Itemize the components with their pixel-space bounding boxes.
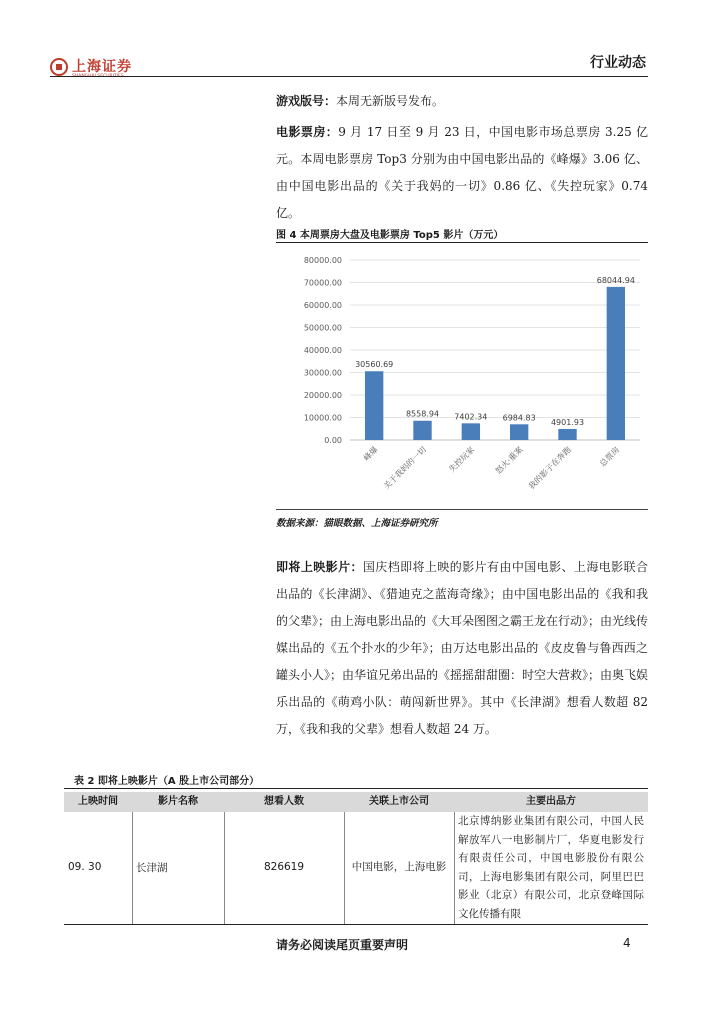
chart-y-tick-label: 0.00 [324,436,342,445]
logo-chinese-name: 上海证券 [72,59,132,75]
chart-data-label: 6984.83 [502,413,536,423]
chart-bar [510,424,528,440]
section-title: 行业动态 [590,55,646,71]
table-cell-count: 826619 [263,861,305,873]
table-column-divider [132,812,133,924]
logo-emblem-icon [50,58,68,76]
page-number: 4 [623,936,631,950]
table-header-company: 关联上市公司 [344,792,454,812]
chart-data-label: 4901.93 [550,417,585,427]
chart-bar [558,429,576,440]
table-header-film: 影片名称 [132,792,224,812]
chart-data-label: 30560.69 [355,360,394,370]
header-divider [50,76,648,77]
table-column-divider [224,812,225,924]
table-title: 表 2 即将上映影片（A 股上市公司部分） [74,776,260,787]
box-office-paragraph [276,119,648,227]
box-office-bar-chart [276,246,648,508]
chart-data-label: 8558.94 [405,409,440,419]
chart-bar [413,421,431,440]
chart-y-tick-label: 60000.00 [303,301,342,310]
game-license-label: 游戏版号： [276,94,337,108]
footer-divider [64,924,648,925]
figure-bottom-rule [276,509,648,510]
table-header-date: 上映时间 [64,792,132,812]
table-cell-company: 中国电影，上海电影 [351,861,447,873]
chart-category-label: 总票房 [597,445,622,469]
upcoming-text: 国庆档即将上映的影片有由中国电影、上海电影联合出品的《长津湖》、《猎迪克之蓝海奇缘》；由中国电影出品的《我和我的父辈》；由上海电影出品的《大耳朵图图之霸王龙在行动》；由光线传媒出品的《五个扑水的少年》；由万达电影出品的《皮皮鲁与鲁西西之罐头小人》；由华谊兄弟出品的《摇摇甜甜圈：时空大营救》；由奥飞娱乐出品的《萌鸡小队：萌闯新世界》。其中《长津湖》想看人数超 82 万，《我和我的父辈》想看人数超 24 万。 [276,560,649,736]
chart-category-label: 失控玩家 [447,445,477,475]
chart-y-tick-label: 40000.00 [303,346,342,355]
logo-english-name: SHANGHAI SECURITIES [72,74,124,79]
table-header-producers: 主要出品方 [454,792,648,812]
table-cell-film: 长津湖 [136,861,168,874]
chart-bar [365,371,383,440]
table-cell-producers: 北京博纳影业集团有限公司，中国人民解放军八一电影制片厂，华夏电影发行有限责任公司，中国电影股份有限公司，上海电影集团有限公司，阿里巴巴影业（北京）有限公司，北京登峰国际文化传播有限 [458,815,644,920]
chart-data-label: 7402.34 [454,412,488,422]
chart-y-tick-label: 50000.00 [303,323,342,333]
chart-category-label: 怒火·重案 [493,445,525,476]
box-office-label: 电影票房： [276,125,339,139]
chart-y-tick-label: 80000.00 [303,256,342,265]
company-logo [50,56,142,82]
chart-y-tick-label: 10000.00 [303,413,342,423]
chart-y-tick-label: 70000.00 [303,278,342,288]
chart-category-label: 我的影子在奔跑 [526,445,573,492]
chart-category-label: 峰爆 [361,445,380,463]
table-cell-date: 09. 30 [68,861,102,873]
chart-category-label: 关于我妈的一切 [381,445,428,492]
figure-title: 图 4 本周票房大盘及电影票房 Top5 影片（万元） [276,230,504,241]
figure-source: 数据来源：猫眼数据、上海证券研究所 [276,518,438,529]
upcoming-films-paragraph [276,554,648,743]
figure-top-rule [276,242,648,243]
table-column-divider [454,812,455,924]
chart-bar [607,287,625,440]
box-office-text: 9 月 17 日至 9 月 23 日，中国电影市场总票房 3.25 亿元。本周电影票房 Top3 分别为由中国电影出品的《峰爆》3.06 亿、由中国电影出品的《关于我妈的一切》0.86 亿、《失控玩家》0.74 亿。 [276,125,648,220]
chart-bar [462,423,480,440]
game-license-paragraph [276,88,648,115]
table-column-divider [344,812,345,924]
footer-disclaimer: 请务必阅读尾页重要声明 [276,938,409,952]
chart-y-tick-label: 20000.00 [303,391,342,400]
chart-y-tick-label: 30000.00 [303,368,342,378]
upcoming-label: 即将上映影片： [276,560,363,574]
game-license-text: 本周无新版号发布。 [336,94,445,108]
table-top-rule [64,788,648,789]
chart-data-label: 68044.94 [596,275,635,285]
table-header-count: 想看人数 [224,792,344,812]
